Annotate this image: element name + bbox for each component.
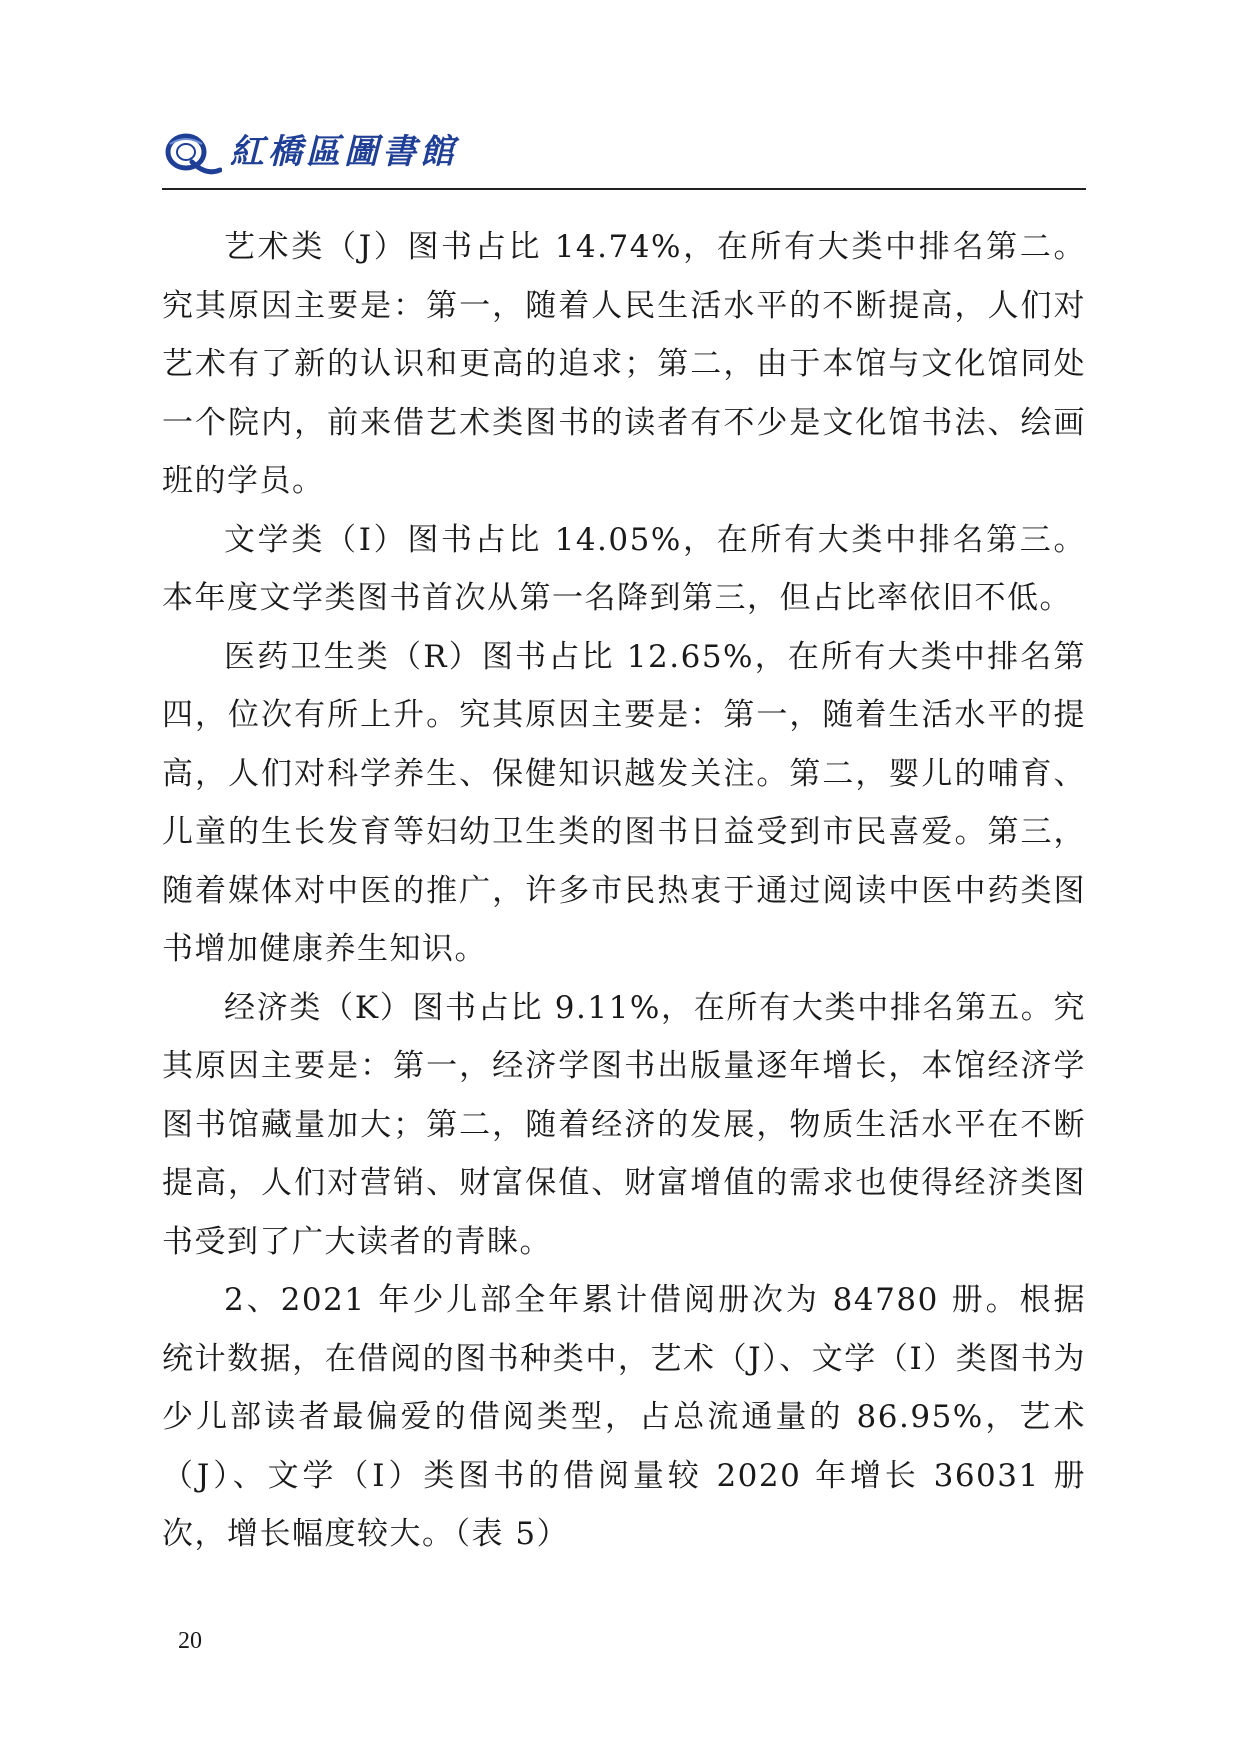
document-body — [162, 218, 1086, 1564]
paragraph-literature: 文学类（I）图书占比 14.05%，在所有大类中排名第三。本年度文学类图书首次从第一名降到第三，但占比率依旧不低。 — [162, 521, 1086, 616]
page-header — [162, 124, 1086, 190]
library-logo-icon — [162, 130, 222, 178]
library-name: 紅橋區圖書館 — [230, 132, 458, 172]
paragraph-children-department: 2、2021 年少儿部全年累计借阅册次为 84780 册。根据统计数据，在借阅的图书种类中，艺术（J）、文学（I）类图书为少儿部读者最偏爱的借阅类型，占总流通量的 86.95%，艺术（J）、文学（I）类图书的借阅量较 2020 年增长 36031 册次，增长幅度较大。（表 5） — [162, 1282, 1086, 1552]
paragraph-art: 艺术类（J）图书占比 14.74%，在所有大类中排名第二。究其原因主要是：第一，随着人民生活水平的不断提高，人们对艺术有了新的认识和更高的追求；第二，由于本馆与文化馆同处一个院内，前来借艺术类图书的读者有不少是文化馆书法、绘画班的学员。 — [162, 229, 1086, 499]
page-number: 20 — [178, 1628, 202, 1654]
paragraph-economics: 经济类（K）图书占比 9.11%，在所有大类中排名第五。究其原因主要是：第一，经济学图书出版量逐年增长，本馆经济学图书馆藏量加大；第二，随着经济的发展，物质生活水平在不断提高，人们对营销、财富保值、财富增值的需求也使得经济类图书受到了广大读者的青睐。 — [162, 989, 1086, 1260]
paragraph-medicine: 医药卫生类（R）图书占比 12.65%，在所有大类中排名第四，位次有所上升。究其原因主要是：第一，随着生活水平的提高，人们对科学养生、保健知识越发关注。第二，婴儿的哺育、儿童的生长发育等妇幼卫生类的图书日益受到市民喜爱。第三，随着媒体对中医的推广，许多市民热衷于通过阅读中医中药类图书增加健康养生知识。 — [162, 638, 1086, 967]
